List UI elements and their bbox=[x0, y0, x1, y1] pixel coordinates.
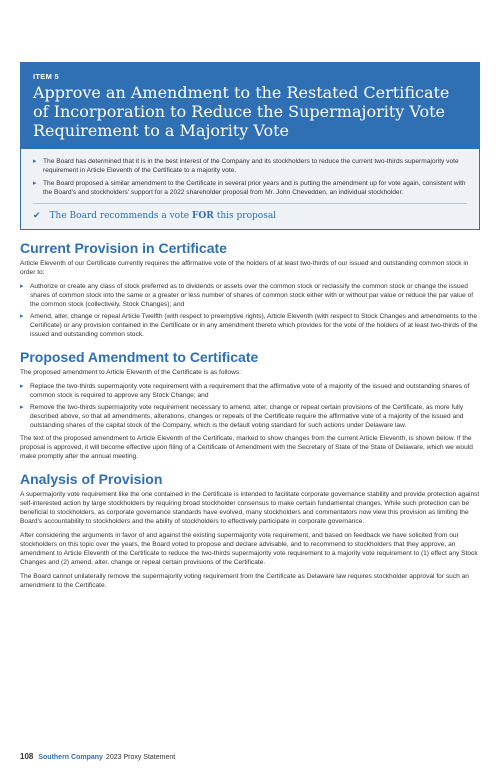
item-title: Approve an Amendment to the Restated Certificate of Incorporation to Reduce the Supermajority Vote Requirement to a Majority Vote bbox=[33, 83, 450, 140]
item-bullets bbox=[33, 157, 467, 197]
section-intro-current: Article Eleventh of our Certificate currently requires the affirmative vote of the holders of at least two-thirds of our issued and outstanding common stock in order to: bbox=[20, 260, 469, 276]
item-summary bbox=[21, 149, 479, 229]
page-number: 108 bbox=[20, 752, 34, 761]
list-item: ▸ Replace the two-thirds supermajority vote requirement with a requirement that the affirmative vote of a majority of the issued and outstanding shares of common stock is required to approve any Stock Change; and bbox=[20, 382, 480, 400]
section-heading-analysis: Analysis of Provision bbox=[20, 471, 163, 487]
check-icon: ✔ bbox=[33, 211, 41, 221]
list-item: ▸ Authorize or create any class of stock preferred as to dividends or assets over the common stock or reclassify the common stock or change the issued shares of common stock into the same or a greater or less number of shares of common stock either with or without par value or reduce the par value of the common stock (collectively, Stock Changes); and bbox=[20, 282, 480, 309]
section-heading-current: Current Provision in Certificate bbox=[20, 240, 227, 256]
section-intro-proposed: The proposed amendment to Article Eleventh of the Certificate is as follows: bbox=[20, 369, 242, 376]
recommendation-suffix: this proposal bbox=[216, 211, 277, 221]
proposed-bullets bbox=[20, 382, 480, 430]
document-name: 2023 Proxy Statement bbox=[105, 754, 176, 761]
recommendation-prefix: The Board recommends a vote bbox=[49, 211, 190, 221]
board-recommendation bbox=[33, 211, 467, 221]
page-content bbox=[20, 62, 480, 595]
page-footer bbox=[20, 752, 175, 761]
list-item: ▸ Amend, alter, change or repeal Article Twelfth (with respect to preemptive rights), Article Eleventh (with respect to Stock Changes and amendments to the Certificate) or any provision contained in the Certificate or in any amendment thereto which provides for the vote of the holders of at least two-thirds of the issued and outstanding common stock. bbox=[20, 312, 480, 339]
list-item: ▸ Remove the two-thirds supermajority vote requirement necessary to amend, alter, change or repeal certain provisions of the Certificate, as more fully described above, so that all amendments, alterations, changes or repeals of the Certificate require the affirmative vote of a majority of the issued and outstanding shares of the capital stock of the Company, which is the default voting standard for such actions under Delaware law. bbox=[20, 403, 480, 430]
item-box bbox=[20, 62, 480, 230]
analysis-paragraph: After considering the arguments in favor of and against the existing supermajority vote requirement, and based on feedback we have solicited from our stockholders on this topic over the years, the Board voted to propose and declare advisable, and to recommend to stockholders that they approve, an amendment to Article Eleventh of the Certificate to reduce the two-thirds supermajority vote requirement to a majority vote requirement to (1) effect any Stock Changes and (2) amend, alter, change or repeal certain provisions of the Certificate. bbox=[20, 532, 478, 566]
item-bullet: ▸ The Board has determined that it is in the best interest of the Company and its stockholders to reduce the current two-thirds supermajority vote requirement in Article Eleventh of the Certificate to a majority vote. bbox=[33, 157, 467, 175]
item-label: ITEM 5 bbox=[33, 72, 59, 81]
recommendation-vote: FOR bbox=[192, 211, 214, 221]
proposed-after-paragraph: The text of the proposed amendment to Article Eleventh of the Certificate, marked to show changes from the current Article Eleventh, is shown below. If the proposal is approved, it will become effective upon filing of a Certificate of Amendment with the Secretary of State of the State of Delaware, which we would make promptly after the annual meeting. bbox=[20, 435, 473, 460]
item-bullet: ▸ The Board proposed a similar amendment to the Certificate in several prior years and is putting the amendment up for vote again, consistent with the Board's and stockholders' support for a 2022 shareholder proposal from Mr. John Chevedden, an individual stockholder. bbox=[33, 179, 467, 197]
analysis-paragraph: A supermajority vote requirement like the one contained in the Certificate is intended to facilitate corporate governance stability and provide protection against self-interested action by large stockholders by requiring broad stockholder consensus to make certain fundamental changes. While such protection can be beneficial to stockholders, as corporate governance standards have evolved, many stockholders and commentators now view this provision as limiting the Board's accountability to stockholders and the ability of stockholders to effectively participate in corporate governance. bbox=[20, 491, 480, 525]
item-header bbox=[21, 63, 479, 149]
company-name: Southern Company bbox=[38, 754, 103, 761]
current-bullets bbox=[20, 282, 480, 339]
analysis-paragraph: The Board cannot unilaterally remove the supermajority voting requirement from the Certificate as Delaware law requires stockholder approval for such an amendment to the Certificate. bbox=[20, 573, 469, 589]
section-heading-proposed: Proposed Amendment to Certificate bbox=[20, 349, 259, 365]
divider bbox=[33, 203, 467, 204]
